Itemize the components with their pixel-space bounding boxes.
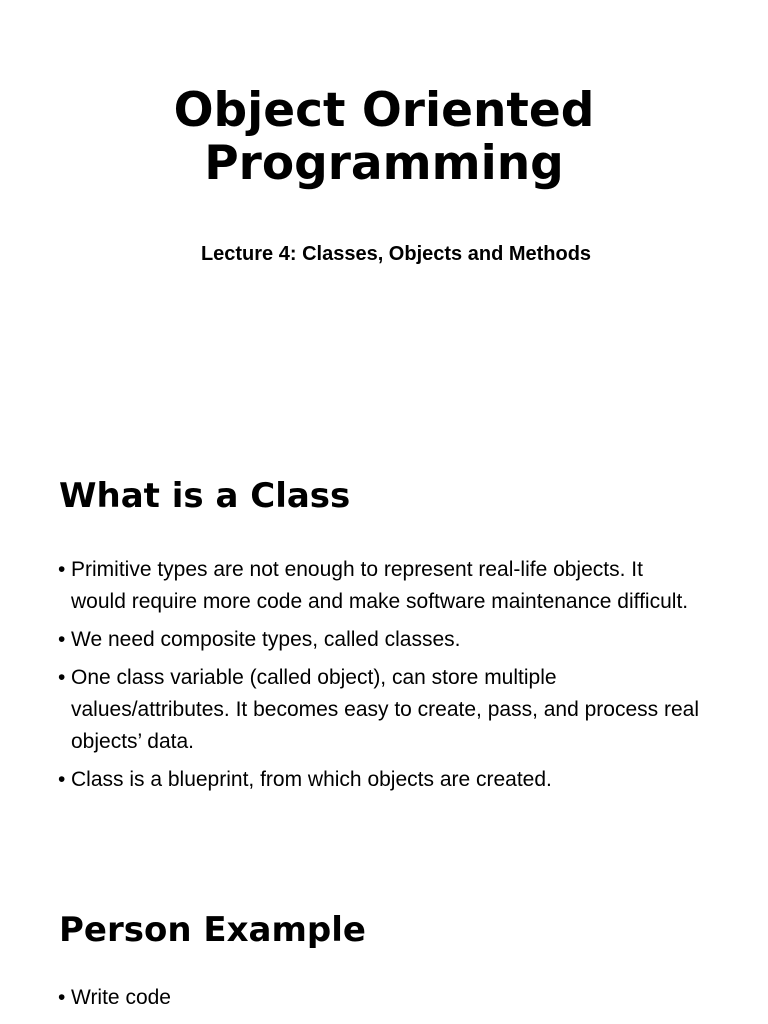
bullet-icon: • [58, 768, 66, 791]
slide-subtitle: Lecture 4: Classes, Objects and Methods [200, 243, 592, 265]
bullet-text: Primitive types are not enough to represent real-life objects. It would require more code and make software maintenance difficult. [71, 558, 689, 613]
bullet-text: Class is a blueprint, from which objects are created. [71, 768, 552, 791]
bullet-item [59, 982, 699, 1014]
bullet-text: One class variable (called object), can store multiple values/attributes. It becomes easy to create, pass, and process real objects’ data. [71, 666, 699, 753]
bullet-icon: • [58, 986, 66, 1009]
bullet-list [59, 554, 699, 802]
slide-heading: Person Example [59, 910, 366, 950]
bullet-list [59, 982, 699, 1020]
class-slide [0, 440, 768, 860]
slide-heading: What is a Class [59, 476, 351, 516]
bullet-icon: • [58, 628, 66, 651]
bullet-item [59, 662, 699, 758]
bullet-text: Write code [71, 986, 171, 1009]
bullet-item [59, 764, 699, 796]
slide-title [0, 84, 768, 190]
bullet-item [59, 624, 699, 656]
bullet-item [59, 554, 699, 618]
title-slide [0, 0, 768, 420]
bullet-text: We need composite types, called classes. [71, 628, 461, 651]
title-line-2: Programming [204, 136, 564, 191]
person-slide [0, 874, 768, 1024]
bullet-icon: • [58, 666, 66, 689]
bullet-icon: • [58, 558, 66, 581]
title-line-1: Object Oriented [173, 83, 595, 138]
